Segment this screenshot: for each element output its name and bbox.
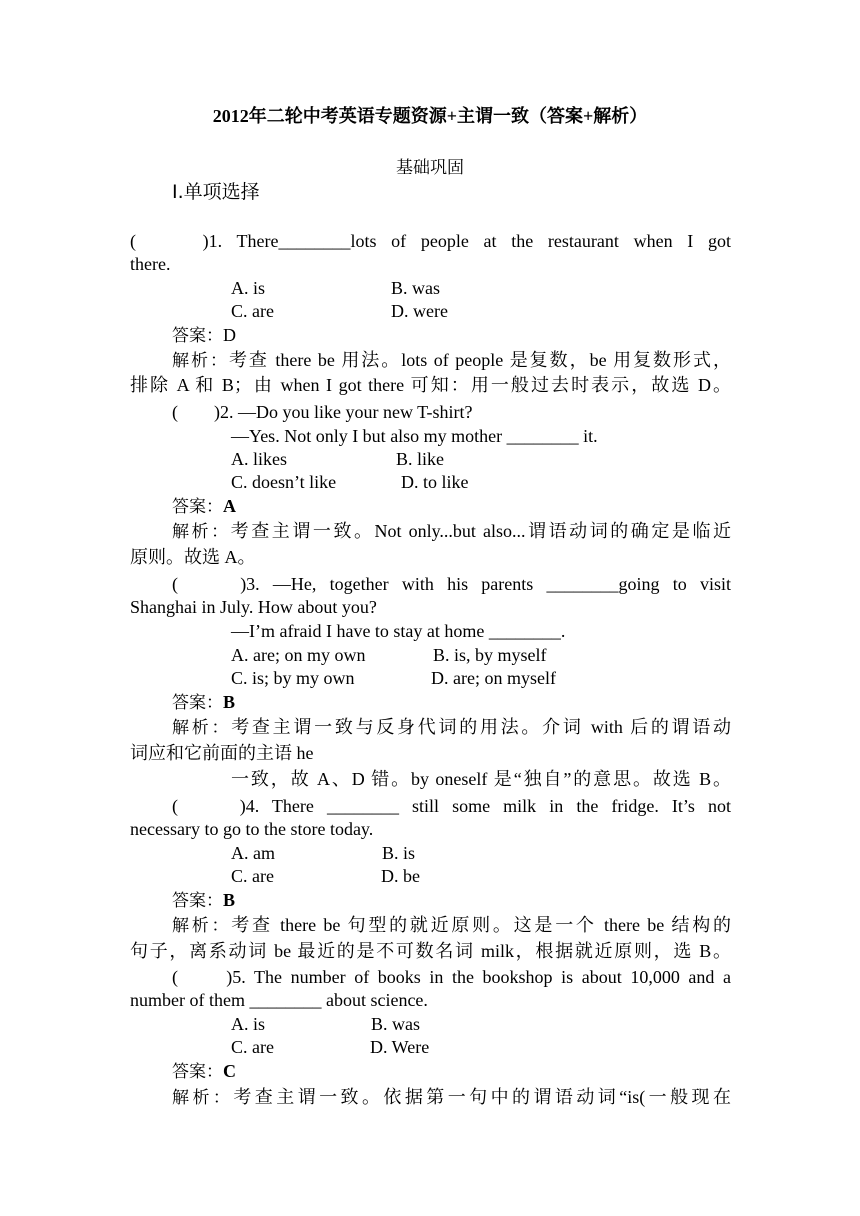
- analysis-text: 考查 there be 句型的就近原则。这是一个 there be 结构的: [231, 915, 731, 935]
- document-title: 2012年二轮中考英语专题资源+主谓一致（答案+解析）: [212, 106, 648, 126]
- analysis-line-1: [172, 914, 731, 938]
- option-c: C. is; by my own: [231, 668, 355, 688]
- option-a: A. am: [231, 843, 275, 863]
- question-3-line-1: ( )3. —He, together with his parents ________going to visit: [172, 574, 731, 594]
- answer-line: [172, 324, 236, 348]
- option-b: B. is, by myself: [433, 645, 547, 665]
- answer-label: 答案：: [172, 326, 223, 346]
- option-d: D. were: [391, 301, 448, 321]
- question-5-line-1: ( )5. The number of books in the bookshop is about 10,000 and a: [172, 967, 731, 987]
- analysis-label: 解析：: [172, 916, 232, 936]
- answer-value: B: [223, 890, 236, 910]
- answer-line: [172, 495, 236, 519]
- analysis-line-3: 一致，故 A、D 错。by oneself 是“独自”的意思。故选 B。: [231, 769, 731, 789]
- question-4-line-2: necessary to go to the store today.: [130, 819, 374, 839]
- option-c: C. doesn’t like: [231, 472, 337, 492]
- analysis-label: 解析：: [172, 1088, 234, 1108]
- analysis-line-2: 句子，离系动词 be 最近的是不可数名词 milk，根据就近原则，选 B。: [130, 941, 731, 961]
- subtitle: 基础巩固: [396, 158, 464, 177]
- answer-label: 答案：: [172, 693, 223, 713]
- option-d: D. to like: [401, 472, 469, 492]
- analysis-line-1: [172, 349, 731, 373]
- analysis-line-1: [172, 520, 731, 544]
- option-a: A. is: [231, 1014, 266, 1034]
- analysis-line-2: 原则。故选 A。: [130, 547, 256, 567]
- question-3-line-2: Shanghai in July. How about you?: [130, 597, 377, 617]
- analysis-text: 考查 there be 用法。lots of people 是复数，be 用复数形式，: [228, 350, 732, 370]
- answer-label: 答案：: [172, 1062, 223, 1082]
- answer-value: C: [223, 1061, 236, 1081]
- answer-value: B: [223, 692, 236, 712]
- analysis-line-1: [172, 716, 731, 740]
- answer-label: 答案：: [172, 891, 223, 911]
- section-heading: Ⅰ.单项选择: [172, 181, 260, 203]
- analysis-label: 解析：: [172, 522, 231, 542]
- analysis-line-2: 排除 A 和 B；由 when I got there 可知：用一般过去时表示，故选 D。: [130, 375, 731, 395]
- answer-value: A: [223, 496, 236, 516]
- option-c: C. are: [231, 301, 274, 321]
- analysis-label: 解析：: [172, 351, 229, 371]
- option-a: A. likes: [231, 449, 287, 469]
- answer-label: 答案：: [172, 497, 223, 517]
- answer-line: [172, 889, 235, 913]
- option-a: A. are; on my own: [231, 645, 366, 665]
- answer-value: D: [223, 325, 236, 345]
- option-a: A. is: [231, 278, 266, 298]
- option-d: D. Were: [370, 1037, 430, 1057]
- analysis-label: 解析：: [172, 718, 232, 738]
- analysis-line-2: 词应和它前面的主语 he: [130, 743, 314, 763]
- option-c: C. are: [231, 1037, 274, 1057]
- option-b: B. like: [396, 449, 444, 469]
- answer-line: [172, 691, 235, 715]
- analysis-text: 考查主谓一致与反身代词的用法。介词 with 后的谓语动: [231, 717, 732, 737]
- analysis-line-1: [172, 1086, 731, 1110]
- option-d: D. be: [381, 866, 420, 886]
- analysis-text: 考查主谓一致。依据第一句中的谓语动词“is(一般现在: [233, 1087, 731, 1107]
- option-b: B. was: [391, 278, 440, 298]
- option-b: B. was: [371, 1014, 420, 1034]
- option-b: B. is: [382, 843, 416, 863]
- option-d: D. are; on myself: [431, 668, 556, 688]
- question-2-line-2: —Yes. Not only I but also my mother ________ it.: [231, 426, 598, 446]
- analysis-text: 考查主谓一致。Not only...but also...谓语动词的确定是临近: [230, 521, 732, 541]
- question-2-line-1: ( )2. —Do you like your new T-shirt?: [172, 402, 473, 422]
- question-3-line-3: —I’m afraid I have to stay at home ________.: [231, 621, 566, 641]
- question-4-line-1: ( )4. There ________ still some milk in the fridge. It’s not: [172, 796, 731, 816]
- question-5-line-2: number of them ________ about science.: [130, 990, 428, 1010]
- question-1-line-1: ( )1. There________lots of people at the restaurant when I got: [130, 231, 731, 251]
- option-c: C. are: [231, 866, 274, 886]
- question-1-line-2: there.: [130, 254, 171, 274]
- answer-line: [172, 1060, 236, 1084]
